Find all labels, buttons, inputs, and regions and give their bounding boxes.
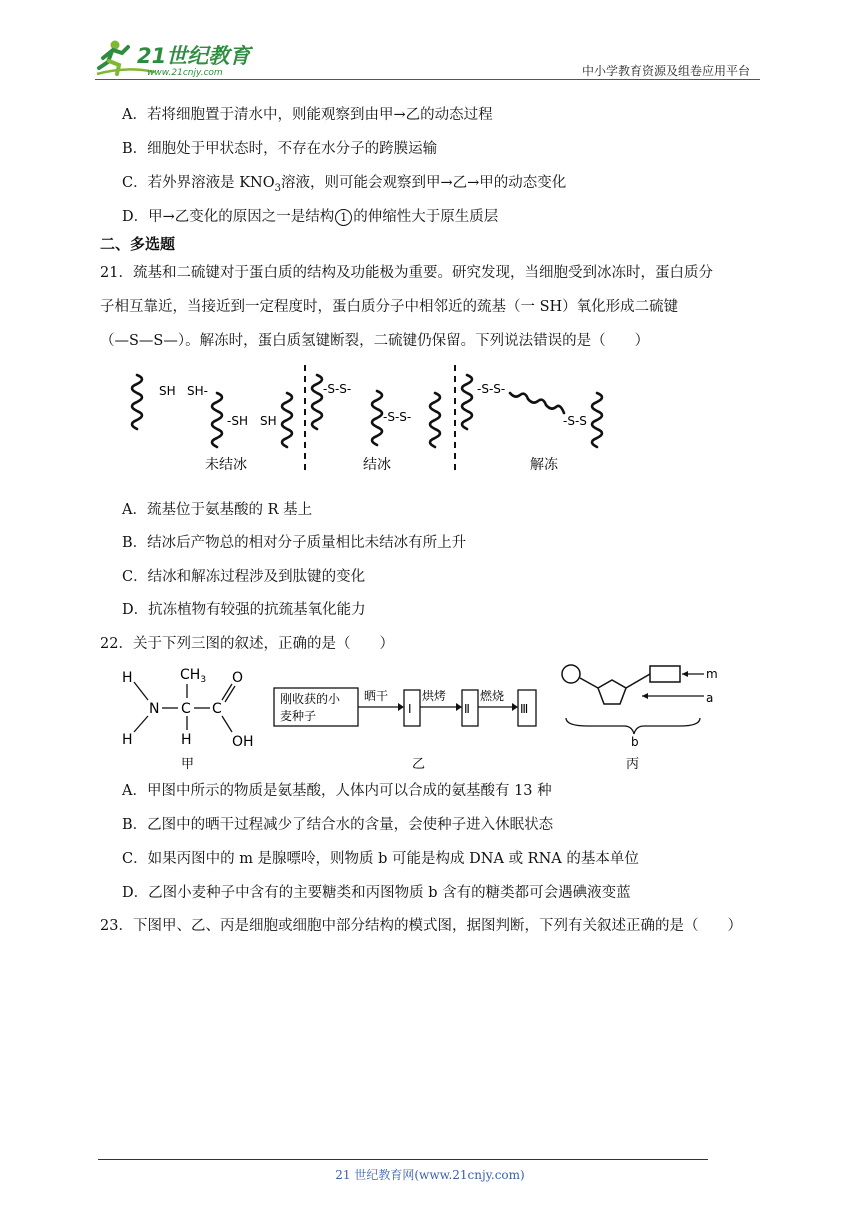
stage-label: Ⅰ	[408, 702, 412, 716]
nucleotide-figure	[558, 660, 723, 778]
seed-box-line1: 刚收获的小	[280, 692, 341, 706]
stage-label: Ⅲ	[520, 702, 529, 716]
seed-process-figure	[272, 668, 542, 778]
atom-label: H	[122, 670, 133, 686]
arrow-icon	[682, 671, 688, 677]
q21-option-a: A．巯基位于氨基酸的 R 基上	[122, 502, 313, 518]
q21-stem-line2: 子相互靠近，当接近到一定程度时，蛋白质分子中相邻近的巯基（一 SH）氧化形成二硫键	[100, 299, 679, 315]
label-a: a	[706, 691, 714, 705]
q20-option-c-post: 溶液，则可能会观察到甲→乙→甲的动态变化	[281, 175, 567, 191]
arrow-icon	[512, 703, 518, 711]
circled-number: 1	[335, 209, 352, 226]
atom-label: H	[181, 732, 192, 748]
amino-acid-figure	[118, 660, 268, 778]
logo-url: www.21cnjy.com	[147, 68, 223, 78]
page-header	[95, 36, 760, 80]
q20-option-d-post: 的伸缩性大于原生质层	[353, 209, 499, 225]
q21-stem-line3: （—S—S—）。解冻时，蛋白质氢键断裂，二硫键仍保留。下列说法错误的是（ ）	[100, 333, 650, 349]
protein-chain	[430, 393, 440, 447]
q20-option-c	[122, 173, 566, 199]
atom-label: H	[122, 732, 133, 748]
q22-stem: 22．关于下列三图的叙述，正确的是（ ）	[100, 636, 394, 652]
step-dry: 晒干	[364, 689, 389, 703]
protein-chain	[462, 375, 472, 429]
label-frozen: 结冰	[363, 457, 391, 473]
ss-bond-label: -S-S-	[383, 410, 412, 424]
logo	[95, 36, 270, 80]
sh-label: SH-	[187, 384, 208, 398]
unfolded-chain	[510, 393, 564, 413]
step-bake: 烘烤	[422, 689, 447, 703]
brace	[566, 718, 700, 734]
protein-chain	[312, 375, 322, 429]
protein-chain	[212, 393, 222, 447]
atom-label: C	[212, 701, 222, 717]
q22-option-d: D．乙图小麦种子中含有的主要糖类和丙图物质 b 含有的糖类都可会遇碘液变蓝	[122, 885, 631, 901]
protein-chain	[282, 393, 292, 447]
sh-label: SH	[260, 414, 277, 428]
q21-stem-line1: 21．巯基和二硫键对于蛋白质的结构及功能极为重要。研究发现，当细胞受到冰冻时，蛋白质分	[100, 265, 713, 281]
q20-option-c-sub: 3	[274, 182, 281, 194]
q21-figure	[125, 363, 625, 478]
atom-label: OH	[232, 734, 254, 750]
protein-chain	[132, 375, 142, 429]
q20-option-d	[122, 207, 498, 227]
q20-option-c-pre: C．若外界溶液是 KNO	[122, 175, 275, 191]
protein-chain	[372, 391, 382, 445]
q22-option-c: C．如果丙图中的 m 是腺嘌呤，则物质 b 可能是构成 DNA 或 RNA 的基本单位	[122, 851, 639, 867]
header-divider	[95, 79, 760, 80]
figure-label-bing: 丙	[626, 757, 640, 772]
arrow-icon	[642, 693, 648, 699]
header-platform-text: 中小学教育资源及组卷应用平台	[581, 64, 750, 78]
base-rect	[650, 666, 680, 682]
q20-option-b: B．细胞处于甲状态时，不存在水分子的跨膜运输	[122, 141, 438, 157]
q23-stem: 23．下图甲、乙、丙是细胞或细胞中部分结构的模式图，据图判断，下列有关叙述正确的是（ ）	[100, 918, 742, 934]
ss-bond-label: -S-S-	[323, 382, 352, 396]
atom-label: C	[181, 701, 191, 717]
atom-label: $CH_3$	[180, 667, 207, 685]
q20-option-a: A．若将细胞置于清水中，则能观察到由甲→乙的动态过程	[122, 107, 493, 123]
logo-text: 21世纪教育	[137, 44, 251, 68]
arrow-icon	[398, 703, 404, 711]
section-title: 二、多选题	[100, 235, 176, 253]
footer-divider	[98, 1159, 708, 1160]
arrow-icon	[456, 703, 462, 711]
q21-option-b: B．结冰后产物总的相对分子质量相比未结冰有所上升	[122, 535, 467, 551]
sh-label: SH	[159, 384, 176, 398]
q22-option-a: A．甲图中所示的物质是氨基酸，人体内可以合成的氨基酸有 13 种	[122, 783, 552, 799]
atom-label: O	[232, 670, 244, 686]
stage-label: Ⅱ	[464, 702, 470, 716]
sh-label: -SH	[227, 414, 248, 428]
label-b: b	[631, 735, 639, 749]
q21-option-c: C．结冰和解冻过程涉及到肽键的变化	[122, 569, 366, 585]
footer-text: 21 世纪教育网(www.21cnjy.com)	[335, 1168, 525, 1182]
figure-label-jia: 甲	[181, 757, 195, 772]
atom-label: N	[149, 701, 160, 717]
ss-bond-label: -S-S-	[477, 382, 506, 396]
label-m: m	[706, 667, 718, 681]
q20-option-d-pre: D．甲→乙变化的原因之一是结构	[122, 209, 335, 225]
label-unfrozen: 未结冰	[205, 457, 247, 473]
protein-chain	[592, 393, 602, 447]
q21-option-d: D．抗冻植物有较强的抗巯基氧化能力	[122, 602, 366, 618]
q22-option-b: B．乙图中的晒干过程减少了结合水的含量，会使种子进入休眠状态	[122, 817, 554, 833]
seed-box-line2: 麦种子	[280, 709, 317, 723]
ss-bond-label: -S-S	[563, 414, 587, 428]
figure-label-yi: 乙	[412, 757, 426, 772]
label-thaw: 解冻	[530, 457, 558, 473]
phosphate-circle	[562, 665, 580, 683]
step-burn: 燃烧	[480, 689, 505, 703]
sugar-pentagon	[598, 680, 626, 704]
